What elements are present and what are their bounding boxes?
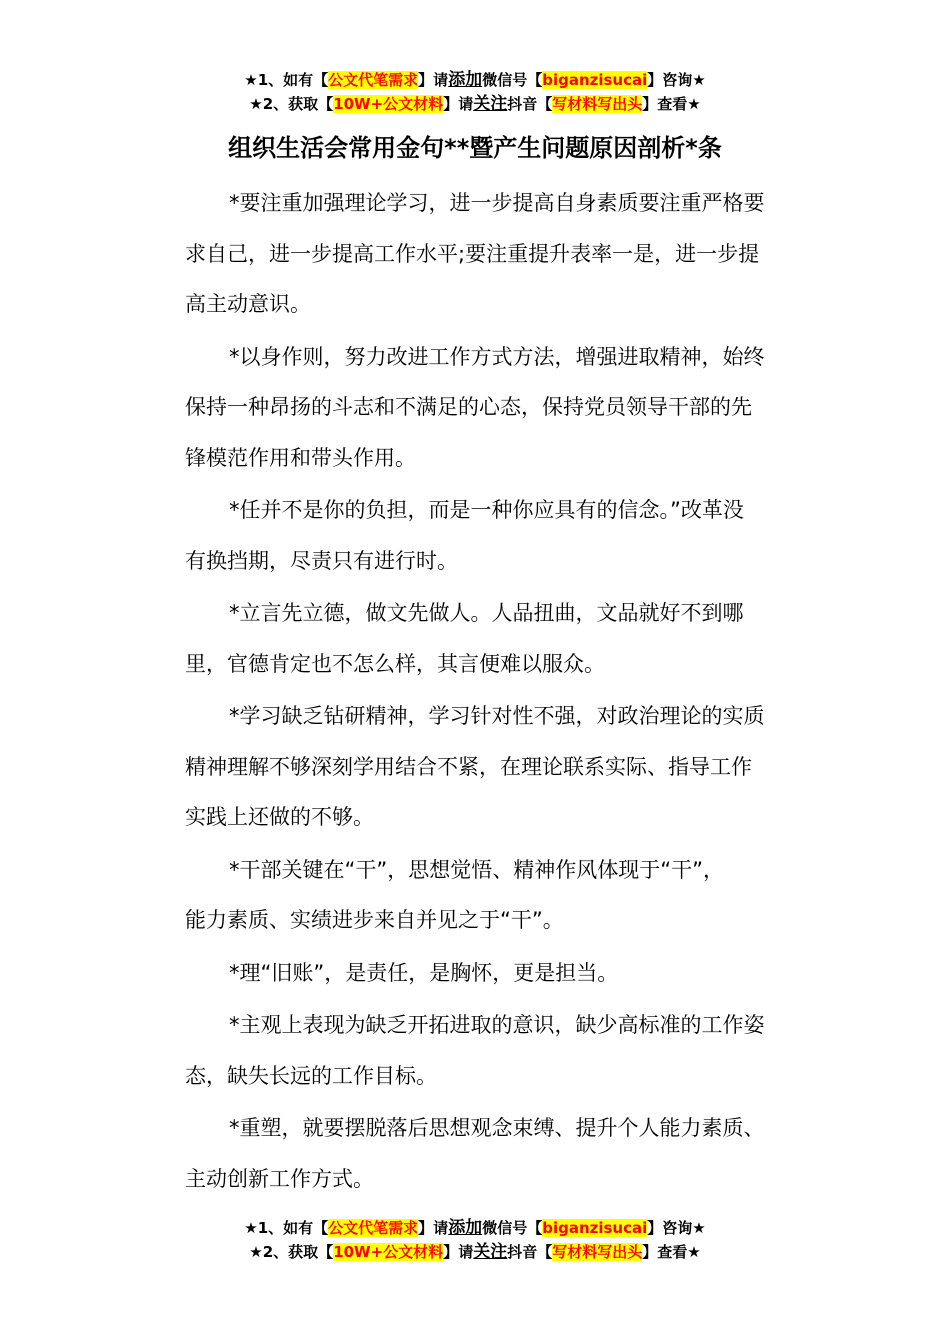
promo-text: 】请 (418, 1219, 449, 1237)
paragraph-6: *干部关键在“干”，思想觉悟、精神作风体现于“干”， 能力素质、实绩进步来自并见之于“干”。 (185, 857, 725, 932)
promo-line-1 (0, 68, 950, 92)
promo-line-2 (0, 1240, 950, 1264)
promo-footer (0, 1216, 950, 1264)
promo-highlight: 10W+公文材料 (333, 1243, 444, 1261)
paragraph-1: *要注重加强理论学习，进一步提高自身素质要注重严格要 求自己，进一步提高工作水平;要注重提升表率一是，进一步提 高主动意识。 (185, 191, 765, 316)
promo-highlight: 公文代笔需求 (328, 71, 419, 89)
paragraph-3: *任并不是你的负担，而是一种你应具有的信念。”改革没 有换挡期，尽责只有进行时。 (185, 498, 744, 573)
promo-text: 】咨询★ (647, 1219, 706, 1237)
paragraph-2: *以身作则，努力改进工作方式方法，增强进取精神，始终 保持一种昂扬的斗志和不满足的心态，保持党员领导干部的先 锋模范作用和带头作用。 (185, 344, 765, 470)
promo-highlight: 公文代笔需求 (328, 1219, 419, 1237)
promo-text: 抖音【 (507, 95, 553, 113)
promo-line-2 (0, 92, 950, 116)
paragraph-9: *重塑，就要摆脱落后思想观念束缚、提升个人能力素质、 主动创新工作方式。 (185, 1116, 765, 1191)
promo-highlight: 写材料写出头 (552, 1243, 643, 1261)
promo-text: 微信号【 (482, 71, 543, 89)
promo-highlight: 10W+公文材料 (333, 95, 444, 113)
document-title: 组织生活会常用金句**暨产生问题原因剖析*条 (228, 134, 722, 162)
promo-text: 】请 (443, 1243, 474, 1261)
promo-text: 】查看★ (642, 1243, 701, 1261)
promo-emphasis: 添加 (448, 70, 483, 90)
promo-highlight: biganzisucai (542, 71, 648, 89)
promo-highlight: 写材料写出头 (552, 95, 643, 113)
promo-text: 】咨询★ (647, 71, 706, 89)
promo-text: 】查看★ (642, 95, 701, 113)
promo-text: ★2、获取【 (249, 1243, 334, 1261)
promo-text: 微信号【 (482, 1219, 543, 1237)
paragraph-7: *理“旧账”，是责任，是胸怀，更是担当。 (229, 960, 619, 985)
promo-text: 抖音【 (507, 1243, 553, 1261)
promo-line-1 (0, 1216, 950, 1240)
promo-highlight: biganzisucai (542, 1219, 648, 1237)
paragraph-4: *立言先立德，做文先做人。人品扭曲，文品就好不到哪 里，官德肯定也不怎么样，其言便难以服众。 (185, 601, 744, 676)
promo-emphasis: 关注 (473, 1242, 508, 1262)
promo-text: 】请 (418, 71, 449, 89)
paragraph-5: *学习缺乏钻研精神，学习针对性不强，对政治理论的实质 精神理解不够深刻学用结合不紧，在理论联系实际、指导工作 实践上还做的不够。 (185, 704, 765, 829)
paragraph-8: *主观上表现为缺乏开拓进取的意识，缺少高标准的工作姿 态，缺失长远的工作目标。 (185, 1013, 765, 1088)
promo-emphasis: 添加 (448, 1218, 483, 1238)
promo-text: 】请 (443, 95, 474, 113)
document-body (185, 178, 805, 1206)
promo-text: ★1、如有【 (244, 71, 329, 89)
promo-emphasis: 关注 (473, 94, 508, 114)
promo-text: ★2、获取【 (249, 95, 334, 113)
promo-text: ★1、如有【 (244, 1219, 329, 1237)
promo-header (0, 68, 950, 116)
